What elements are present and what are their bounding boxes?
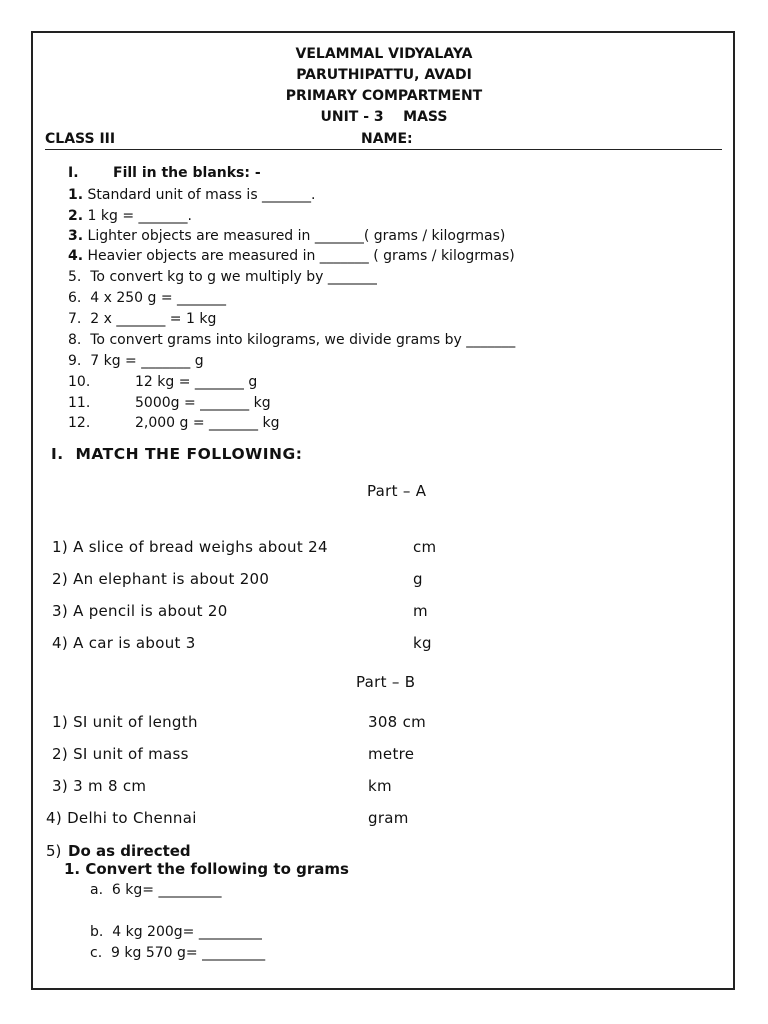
match-left-item: 4) A car is about 3: [52, 634, 196, 652]
directed-number: 5): [46, 842, 62, 860]
question-item: [68, 353, 204, 369]
question-item: [68, 332, 515, 348]
question-number: 12.: [68, 415, 91, 431]
convert-item: a. 6 kg= _________: [90, 882, 222, 898]
match-left-item: 2) SI unit of mass: [52, 745, 189, 763]
match-left-item: 3) 3 m 8 cm: [52, 777, 147, 795]
convert-item: c. 9 kg 570 g= _________: [90, 945, 266, 961]
question-item: [68, 269, 377, 285]
match-right-item: m: [413, 602, 428, 620]
section-number: I.: [68, 165, 79, 181]
question-number: 6.: [68, 290, 82, 306]
question-text: 1 kg = _______.: [83, 208, 192, 224]
match-right-item: 308 cm: [368, 713, 427, 731]
school-location: PARUTHIPATTU, AVADI: [296, 67, 472, 83]
question-number: 1.: [68, 187, 84, 203]
match-right-item: cm: [413, 538, 437, 556]
question-number: 2.: [68, 208, 84, 224]
question-text: 7 kg = _______ g: [81, 353, 204, 369]
match-left-item: 1) A slice of bread weighs about 24: [52, 538, 328, 556]
unit-title: UNIT - 3 MASS: [320, 109, 448, 125]
match-right-item: g: [413, 570, 423, 588]
question-item: [68, 415, 90, 431]
question-text: Heavier objects are measured in _______ ( grams / kilogrmas): [83, 248, 515, 264]
question-text: 2 x _______ = 1 kg: [81, 311, 217, 327]
part-a-title: Part – A: [367, 482, 427, 500]
section-name: PRIMARY COMPARTMENT: [285, 88, 483, 104]
question-text: 12 kg = _______ g: [135, 374, 258, 390]
question-item: [68, 248, 515, 264]
question-text: Standard unit of mass is _______.: [83, 187, 316, 203]
question-item: [68, 374, 90, 390]
question-item: [68, 208, 192, 224]
question-item: [68, 228, 505, 244]
question-number: 9.: [68, 353, 82, 369]
question-item: [68, 395, 90, 411]
match-left-item: 2) An elephant is about 200: [52, 570, 270, 588]
question-item: [68, 311, 216, 327]
question-number: 7.: [68, 311, 82, 327]
question-text: 5000g = _______ kg: [135, 395, 271, 411]
match-heading: I. MATCH THE FOLLOWING:: [51, 445, 303, 463]
convert-heading: 1. Convert the following to grams: [64, 860, 349, 878]
question-text: 2,000 g = _______ kg: [135, 415, 280, 431]
question-number: 8.: [68, 332, 82, 348]
question-number: 4.: [68, 248, 84, 264]
part-b-title: Part – B: [356, 673, 416, 691]
question-item: [68, 187, 316, 203]
match-right-item: kg: [413, 634, 432, 652]
header-divider: [45, 149, 722, 150]
match-right-item: km: [368, 777, 392, 795]
directed-heading: Do as directed: [68, 842, 191, 860]
school-name: VELAMMAL VIDYALAYA: [295, 46, 473, 62]
fill-blanks-heading: Fill in the blanks: -: [113, 165, 261, 181]
class-label: CLASS III: [45, 131, 116, 147]
match-left-item: 1) SI unit of length: [52, 713, 198, 731]
match-right-item: metre: [368, 745, 415, 763]
question-text: 4 x 250 g = _______: [81, 290, 227, 306]
convert-item: b. 4 kg 200g= _________: [90, 924, 262, 940]
question-text: Lighter objects are measured in _______( grams / kilogrmas): [83, 228, 506, 244]
match-left-item: 4) Delhi to Chennai: [46, 809, 197, 827]
match-right-item: gram: [368, 809, 409, 827]
question-text: To convert kg to g we multiply by _______: [81, 269, 377, 285]
question-number: 10.: [68, 374, 91, 390]
question-number: 3.: [68, 228, 84, 244]
name-label: NAME:: [361, 131, 413, 147]
question-number: 11.: [68, 395, 91, 411]
match-left-item: 3) A pencil is about 20: [52, 602, 228, 620]
question-number: 5.: [68, 269, 82, 285]
question-text: To convert grams into kilograms, we divide grams by _______: [81, 332, 516, 348]
question-item: [68, 290, 226, 306]
